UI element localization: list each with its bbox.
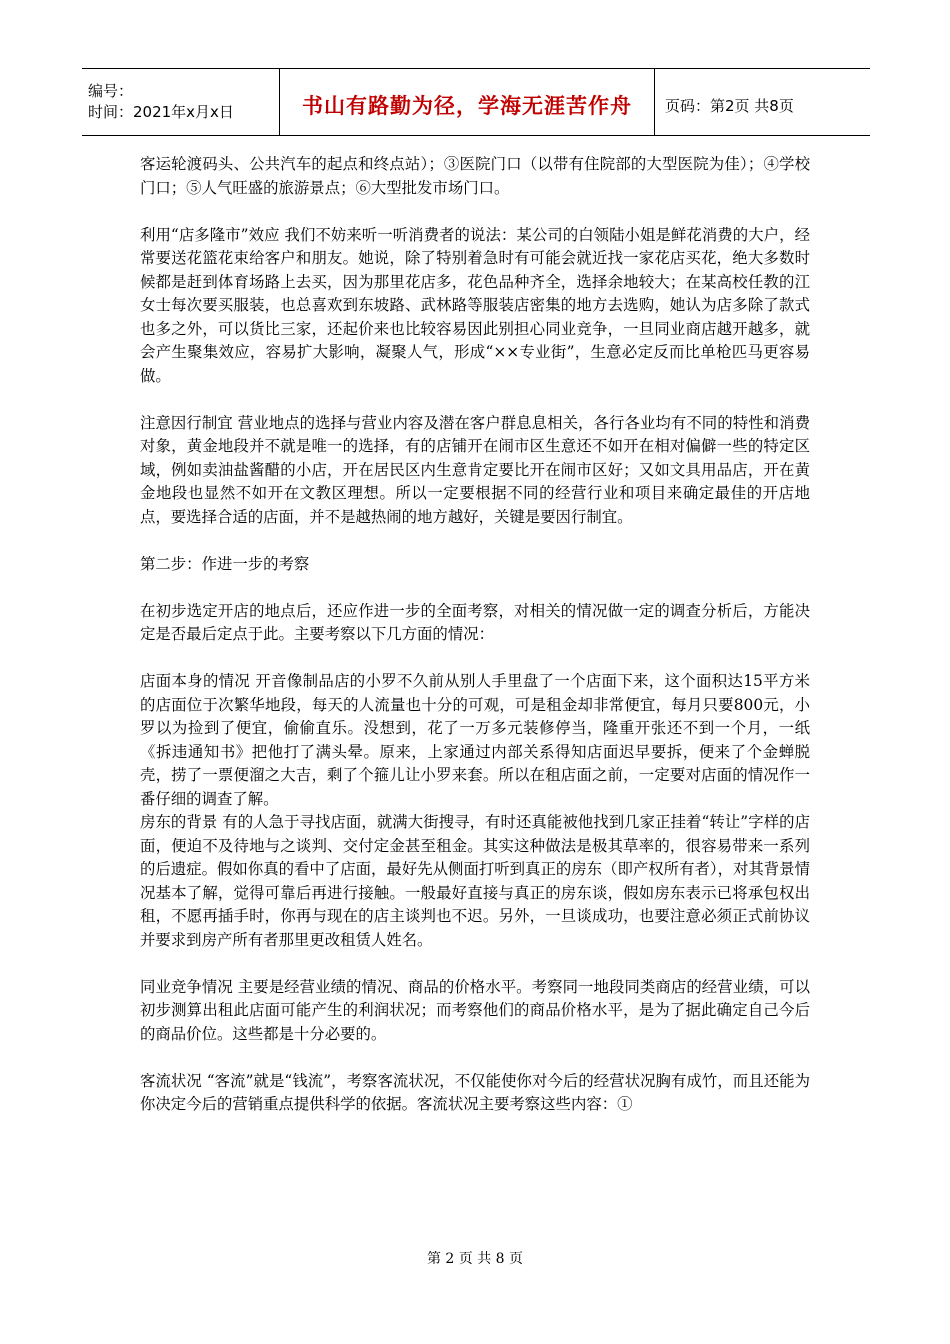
page-footer: 第 2 页 共 8 页 [426, 1251, 524, 1267]
motto-text: 书山有路勤为径，学海无涯苦作舟 [302, 94, 632, 118]
paragraph-8: 客流状况 “客流”就是“钱流”，考察客流状况，不仅能使你对今后的经营状况胸有成竹，而且还能为你决定今后的营销重点提供科学的依据。客流状况主要考察这些内容：① [140, 1071, 810, 1113]
header-page-info [655, 69, 870, 135]
paragraph-5: 店面本身的情况 开音像制品店的小罗不久前从别人手里盘了一个店面下来，这个面积达15平方米的店面位于次繁华地段，每天的人流量也十分的可观，可是租金却非常便宜，每月只要800元，小罗以为捡到了便宜，偷偷直乐。没想到，花了一万多元装修停当，隆重开张还不到一个月，一纸《拆违通知书》把他打了满头晕。原来，上家通过内部关系得知店面迟早要拆，便来了个金蝉脱壳，捞了一票便溜之大吉，剩了个箍儿让小罗来套。所以在租店面之前，一定要对店面的情况作一番仔细的调查了解。 [140, 672, 810, 808]
header-meta [82, 69, 280, 135]
paragraph-6: 房东的背景 有的人急于寻找店面，就满大街搜寻，有时还真能被他找到几家正挂着“转让”字样的店面，便迫不及待地与之谈判、交付定金甚至租金。其实这种做法是极其草率的，很容易带来一系列的后遗症。假如你真的看中了店面，最好先从侧面打听到真正的房东（即产权所有者），对其背景情况基本了解，觉得可靠后再进行接触。一般最好直接与真正的房东谈，假如房东表示已将承包权出租，不愿再插手时，你再与现在的店主谈判也不迟。另外，一旦谈成功，也要注意必须正式前协议并要求到房产所有者那里更改租赁人姓名。 [140, 813, 810, 949]
document-number-label: 编号： [88, 82, 134, 100]
paragraph-7: 同业竞争情况 主要是经营业绩的情况、商品的价格水平。考察同一地段同类商店的经营业绩，可以初步测算出租此店面可能产生的利润状况；而考察他们的商品价格水平，是为了据此确定自己今后的商品价位。这些都是十分必要的。 [140, 977, 810, 1043]
paragraph-1: 客运轮渡码头、公共汽车的起点和终点站）；③医院门口（以带有住院部的大型医院为佳）；④学校门口；⑤人气旺盛的旅游景点；⑥大型批发市场门口。 [140, 155, 810, 197]
section-heading-step-2: 第二步：作进一步的考察 [140, 554, 310, 573]
paragraph-4: 在初步选定开店的地点后，还应作进一步的全面考察，对相关的情况做一定的调查分析后，方能决定是否最后定点于此。主要考察以下几方面的情况： [140, 601, 810, 643]
paragraph-2: 利用“店多隆市”效应 我们不妨来听一听消费者的说法：某公司的白领陆小姐是鲜花消费的大户，经常要送花篮花束给客户和朋友。她说，除了特别着急时有可能会就近找一家花店买花，绝大多数时候都是赶到体育场路上去买，因为那里花店多，花色品种齐全，选择余地较大；在某高校任教的江女士每次要买服装，也总喜欢到东坡路、武林路等服装店密集的地方去选购，她认为店多除了款式也多之外，可以货比三家，还起价来也比较容易因此别担心同业竞争，一旦同业商店越开越多，就会产生聚集效应，容易扩大影响，凝聚人气，形成“××专业街”，生意必定反而比单枪匹马更容易做。 [140, 225, 810, 385]
page-number-label: 页码：第2页 共8页 [665, 96, 794, 115]
document-body [140, 153, 810, 1117]
page-header [82, 68, 870, 136]
header-motto [280, 69, 655, 135]
paragraph-3: 注意因行制宜 营业地点的选择与营业内容及潜在客户群息息相关，各行各业均有不同的特性和消费对象，黄金地段并不就是唯一的选择，有的店铺开在闹市区生意还不如开在相对偏僻一些的特定区域，例如卖油盐酱醋的小店，开在居民区内生意肯定要比开在闹市区好；又如文具用品店，开在黄金地段也显然不如开在文教区理想。所以一定要根据不同的经营行业和项目来确定最佳的开店地点，要选择合适的店面，并不是越热闹的地方越好，关键是要因行制宜。 [140, 413, 810, 526]
document-date-label: 时间：2021年x月x日 [88, 103, 234, 121]
